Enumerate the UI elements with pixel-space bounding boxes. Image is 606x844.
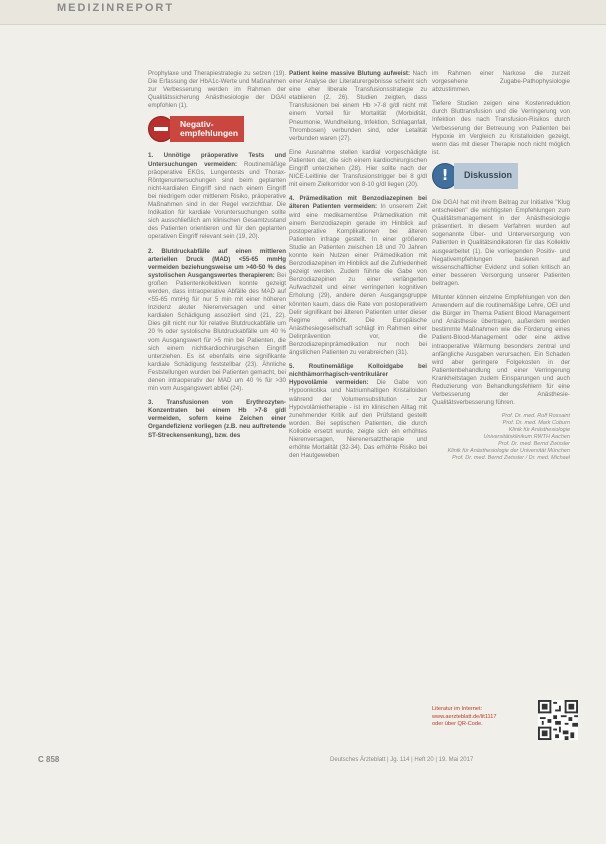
author-line: Prof. Dr. med. Mark Coburn — [502, 420, 570, 427]
author-line: Prof. Dr. med. Rolf Rossaint — [501, 413, 570, 420]
discussion-banner — [432, 163, 570, 189]
item-4-body: In unserem Zeit wird eine medikamentöse Prämedikation mit einem Benzodiazepin gerade im Hinblick auf postoperative Komplikationen bei älteren Patienten infrage gestellt. In einer größeren Studie an Patienten zwischen 18 und 70 Jahren konnte kein Nutzen einer Prämedikation mit Benzodiazepinen im Hinblick auf die Zufriedenheit gezeigt werden. Zudem führte die Gabe von Benzodiazepinen zu einer verlängerten Aufwachzeit und einer verringerten kognitiven Erholung (29), andere deren Ausgangsgruppe könnten kaum, dass die Rate von postoperativem Delir signifikant bei älteren Patienten unter dieser Regime erhöht. Die Europäische Anästhesiegesellschaft schlägt im Rahmen einer Delirprävention vor, die Benzodiazepinprämedikation nur noch bei ängstlichen Patienten zu verabreichen (31). — [289, 203, 427, 357]
banner-title-line1: Negativ- — [180, 119, 214, 130]
literature-line: Literatur im Internet: — [432, 706, 483, 712]
item-2-heading: 2. Blutdruckabfälle auf einen mittleren arteriellen Druck (MAD) <55-65 mmHg vermeiden beziehungsweise um >40-50 % des systolischen Ausgangswertes therapieren: — [148, 247, 286, 279]
col2-para-1 — [289, 70, 427, 143]
col1-intro: Prophylaxe und Therapiestrategie zu setzen (19). Die Erfassung der HbA1c-Werte und Maßnahmen zur Verbesserung werden im Rahmen der Qualitätssicherung Anästhesiologie der DGAI empfohlen (1). — [148, 70, 286, 110]
qr-code-icon[interactable] — [538, 700, 578, 740]
banner-title — [170, 116, 244, 142]
author-line: Prof. Dr. med. Bernd Zwissler / Dr. med. Michael — [452, 455, 570, 462]
discussion-title: Diskussion — [454, 163, 518, 189]
col3-para-2: Tiefere Studien zeigen eine Kostenreduktion durch Bluttransfusion und die Verringerung von Infektion des nach Transfusion-Risikos durch Verbesserung der Betreuung von Patienten bei Hypoxie im Vergleich zu Kristalloiden gezeigt, wenn das mit dieser Therapie noch nicht möglich ist. — [432, 100, 570, 156]
literature-qr-block — [432, 700, 570, 744]
exclamation-icon: ! — [432, 163, 458, 189]
item-2-body: Bei großen Patientenkollektiven konnte gezeigt werden, dass intraoperative Abfälle des MAD auf <55-65 mmHg für nur 5 min mit einer höheren Inzidenz akuter Nierenversagen und einer kardialen Schädigung assoziiert sind (21, 22). Dies gilt nicht nur für relative Blutdruckabfälle um 20 % oder systolische Blutdruckabfälle um 40 % vom Ausgangswert für >5 min bei Patienten, die sich einem nichtkardiochirurgischen Eingriff unterziehen. Es ist ebenfalls eine signifikante kardiale Schädigung feststellbar (23). Ähnliche Feststellungen wurden bei Patienten gemacht, bei denen intraoperativ der MAD um 40 % für >30 min vom Ausgangswert abfiel (24). — [148, 271, 286, 393]
item-2 — [148, 248, 286, 394]
item-5-body: Die Gabe von Hypoonkotika und Natriumhaltigen Kristalloiden während der Volumensubstitution - zur Hypovolämietherapie - ist im klinischen Alltag mit zunehmender Kritik auf den Prüfstand gestellt worden. Bei septischen Patienten, die durch Kolloide ersetzt wurde, zeigte sich ein erhöhtes Nierenversagen, Nierenersatztherapie und erhöhte Mortalität (32-34). Das erhöhte Risiko bei den Hautgeweben — [289, 379, 427, 460]
author-line: Universitätsklinikum RWTH Aachen — [483, 434, 570, 441]
author-line: Klinik für Anästhesiologie — [508, 427, 570, 434]
item-3 — [148, 399, 286, 439]
item-1-heading: 1. Unnötige präoperative Tests und Untersuchungen vermeiden: — [148, 152, 286, 168]
literature-line: oder über QR-Code. — [432, 721, 483, 727]
column-1 — [148, 70, 286, 446]
journal-citation: Deutsches Ärzteblatt | Jg. 114 | Heft 20 | 19. Mai 2017 — [330, 757, 474, 763]
col2-para-2: Eine Ausnahme stellen kardial vorgeschädigte Patienten dar, die sich einem kardiochirurgischen Eingriff unterziehen (28). Hier sollte nach der NICE-Leitlinie der Transfusionstrigger bei 8 g/dl mit einem Zielkorridor von 8-10 g/dl liegen (20). — [289, 148, 427, 189]
discussion-para-1: Die DGAI hat mit ihrem Beitrag zur Initiative "Klug entscheiden" die wichtigsten Empfehlungen zum Qualitätsmanagement in der Anästhesiologie präsentiert. In diesem Verfahren wurden auf sogenannte Über- und Unterversorgung von Patienten in Qualitätsindikatoren für das Kollektiv ausgearbeitet (1). Die vorliegenden Positiv- und Negativempfehlungen basieren auf wissenschaftlicher Evidenz und sollen kritisch an einer besseren Versorgung unserer Patienten beitragen. — [432, 198, 570, 287]
item-1-body: Routinemäßige präoperative EKGs, Lungentests und Thorax-Röntgenuntersuchungen sind beim geplanten nicht-kardialen Eingriff sind nach einem Eingriff bei niedrigem oder mittlerem Risiko, präoperative Maßnahmen sind in der Regel verzichtbar. Die Indikation für kardiale Voruntersuchungen sollte sich ausschließlich am klinischen Gesamtzustand des Patienten orientieren und für den geplanten operativen Eingriff relevant sein (19, 20). — [148, 160, 286, 241]
column-3 — [432, 70, 570, 462]
item-5 — [289, 363, 427, 460]
authors-block — [432, 413, 570, 462]
item-4 — [289, 195, 427, 357]
page-number: C 858 — [38, 755, 60, 764]
top-bar — [0, 0, 606, 25]
banner-title-line2: empfehlungen — [180, 128, 239, 139]
col3-para-1: im Rahmen einer Narkose die zurzeit vorgesehene Zugabe-Pathophysiologie abzustimmen. — [432, 70, 570, 94]
item-3-heading: 3. Transfusionen von Erythrozyten-Konzentraten bei einem Hb >7-8 g/dl vermeiden, sofern keine Zeichen einer Organdefizienz vorliegen (z.B. neu auftretende ST-Streckensenkung), bzw. des — [148, 399, 286, 439]
item-1 — [148, 152, 286, 241]
col2-para-1-body: Nach einer Analyse der Literaturergebnisse scheint sich eine eher liberale Transfusionsstrategie zu etablieren (2, 26). Studien zeigten, dass Transfusionen bei einem Hb >7-8 g/dl nicht mit einem Vorteil für Mortalität (Morbidität, Pneumonie, Wundheilung, Infektion, Schlaganfall, Thrombosen) verbunden sind, oder Letalität verbunden waren (27). — [289, 70, 427, 142]
author-line: Klinik für Anästhesiologie der Universität München — [447, 448, 570, 455]
discussion-para-2: Mitunter können einzelne Empfehlungen von den Anwendern auf die routinemäßige Lehre, OEI und die Bürger im Thema Patient Blood Management und Anästhesie übertragen, außerdem werden bestimmte Maßnahmen wie die Förderung eines Patient-Blood-Management oder eine aktive intraoperative Wärmung besonders zentral und anfängliche Ausgaben verursachen. Ein Schaden wird aber geringere Folgekosten in der Patientenbehandlung und einer Verringerung Krankheitstagen zudem Einsparungen und auch Reduzierung von Behandlungsfehlern für eine Verbesserung der Anästhesie-Qualitätsverbesserung führen. — [432, 293, 570, 407]
literature-link-text[interactable] — [432, 706, 496, 729]
col2-para-1-heading: Patient keine massive Blutung aufweist: — [289, 70, 411, 77]
section-title: MEDIZINREPORT — [57, 2, 175, 14]
literature-url[interactable]: www.aerzteblatt.de/lit1117 — [432, 713, 497, 720]
item-4-heading: 4. Prämedikation mit Benzodiazepinen bei älteren Patienten vermeiden: — [289, 195, 427, 211]
column-2 — [289, 70, 427, 466]
item-5-heading: 5. Routinemäßige Kolloidgabe bei nichthämorrhagisch-ventrikulärer Hypovolämie vermeiden: — [289, 363, 427, 387]
negative-recommendations-banner — [148, 116, 286, 142]
author-line: Prof. Dr. med. Bernd Zwissler — [498, 441, 570, 448]
